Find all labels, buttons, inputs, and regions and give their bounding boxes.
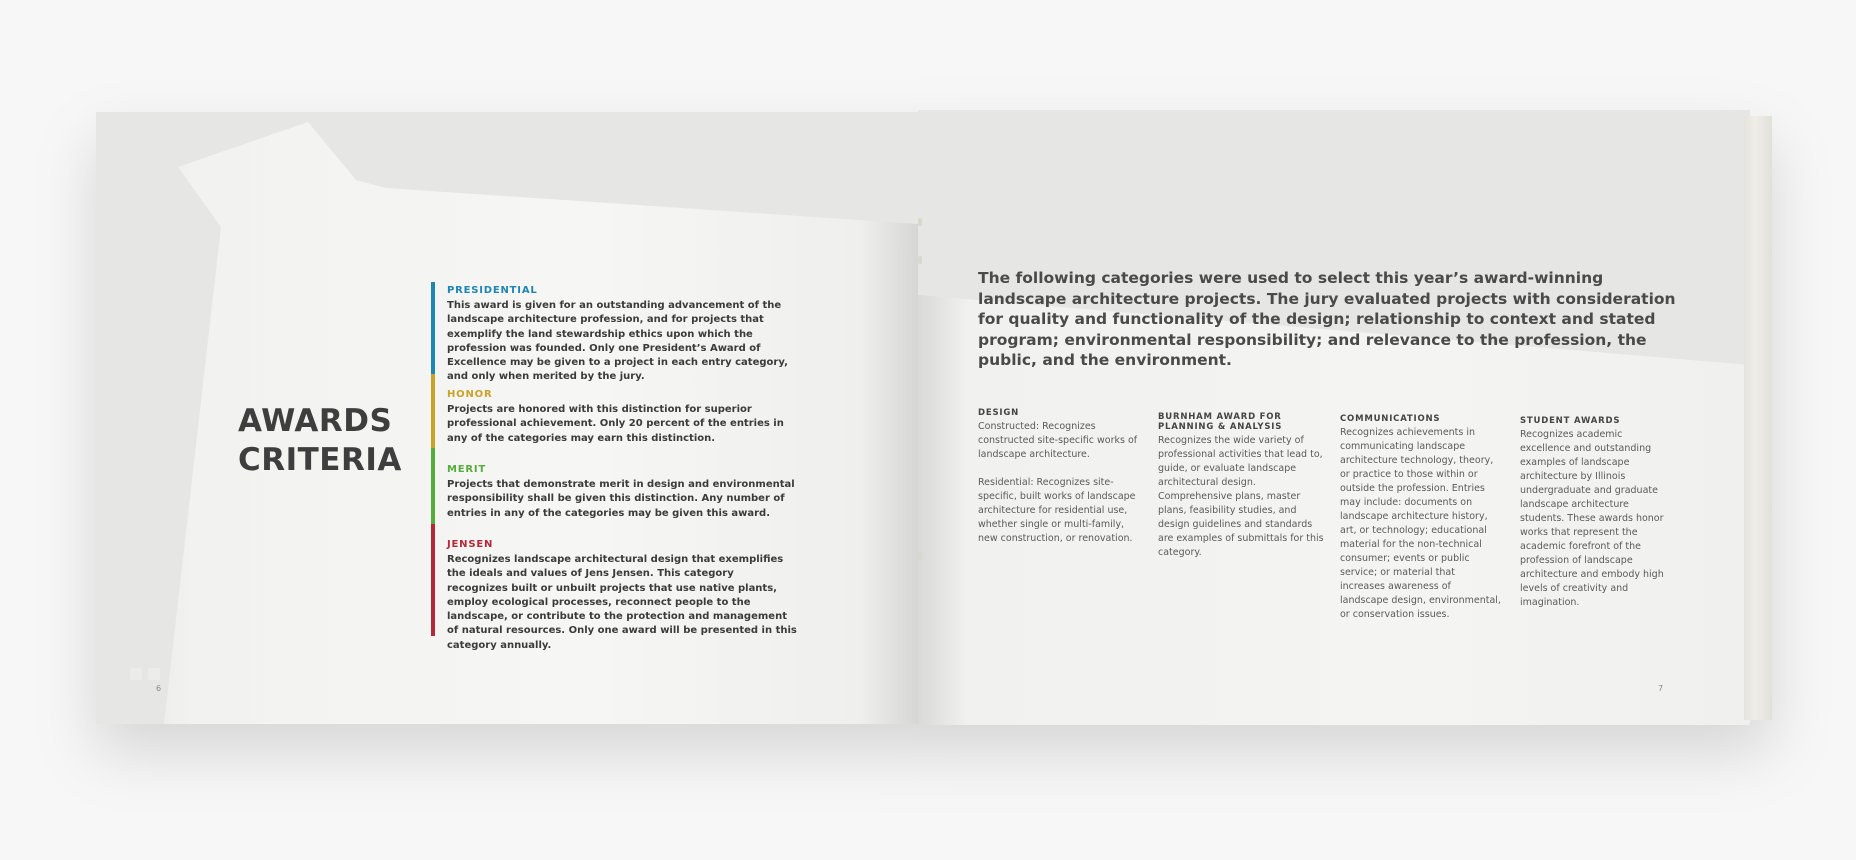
binding-hole: [918, 552, 922, 560]
title-line: CRITERIA: [238, 442, 402, 478]
category-jensen: [447, 539, 797, 653]
column-text: Recognizes academic excellence and outstanding examples of landscape architecture by Illinois undergraduate and graduate landscape architecture students. These awards honor works that represent the academic forefront of the profession of landscape architecture and embody high levels of creativity and imagination.: [1520, 429, 1664, 608]
binding-hole: [918, 256, 922, 264]
category-title: JENSEN: [447, 539, 494, 550]
student-awards-column: [1520, 416, 1664, 610]
corner-tile: [148, 668, 160, 680]
column-heading: BURNHAM AWARD FOR PLANNING & ANALYSIS: [1158, 412, 1283, 432]
corner-tile: [130, 668, 142, 680]
page-number: 6: [156, 684, 162, 693]
binding-hole: [918, 218, 922, 226]
page-number: 7: [1658, 684, 1664, 693]
column-text: Recognizes the wide variety of professional activities that lead to, guide, or evaluate landscape architectural design. Comprehensive plans, master plans, feasibility studies, and design guidelines and standards are examples of submittals for this category.: [1158, 435, 1324, 558]
page-title: [238, 402, 402, 480]
category-description: Projects are honored with this distinction for superior professional achievement. Only 20 percent of the entries in any of the categories may earn this distinction.: [447, 404, 784, 444]
communications-column: [1340, 414, 1502, 622]
jensen-bar: [431, 524, 435, 636]
column-text: Recognizes achievements in communicating landscape architecture technology, theory, or practice to those within or outside the profession. Entries may include: documents on landscape architecture history, art, or technology; educational material for the non-technical consumer; events or public service; or material that increases awareness of landscape design, environmental, or conservation issues.: [1340, 427, 1501, 620]
category-presidential: [447, 285, 797, 385]
category-description: This award is given for an outstanding advancement of the landscape architecture profession, and for projects that exemplify the land stewardship ethics upon which the profession was founded. Only one President’s Award of Excellence may be given to a project in each entry category, and only when merited by the jury.: [447, 300, 788, 383]
title-line: AWARDS: [238, 403, 393, 439]
column-heading: STUDENT AWARDS: [1520, 416, 1621, 426]
booklet-spread: [96, 110, 1776, 725]
category-title: MERIT: [447, 464, 487, 475]
category-description: Projects that demonstrate merit in design and environmental responsibility shall be given this distinction. Any number of entries in any of the categories may be given this award.: [447, 479, 795, 519]
column-heading: DESIGN: [978, 408, 1020, 418]
intro-paragraph: The following categories were used to select this year’s award-winning landscape architecture projects. The jury evaluated projects with consideration for quality and functionality of the design; relationship to context and stated program; environmental responsibility; and relevance to the profession, the public, and the environment.: [978, 269, 1676, 369]
category-color-bars: [431, 282, 435, 636]
column-heading: COMMUNICATIONS: [1340, 414, 1441, 424]
left-page: [96, 112, 918, 724]
merit-bar: [431, 448, 435, 524]
page-stack-edge: [1744, 116, 1772, 720]
category-title: PRESIDENTIAL: [447, 285, 538, 296]
column-text: Constructed: Recognizes constructed site-specific works of landscape architecture. Residential: Recognizes site-specific, built works of landscape architecture for residential use, whether single or multi-family, new construction, or renovation.: [978, 421, 1138, 544]
honor-bar: [431, 374, 435, 448]
category-description: Recognizes landscape architectural design that exemplifies the ideals and values of Jens Jensen. This category recognizes built or unbuilt projects that use native plants, employ ecological processes, reconnect people to the landscape, or contribute to the protection and management of natural resources. Only one award will be presented in this category annually.: [447, 554, 797, 651]
design-column: [978, 408, 1138, 546]
category-honor: [447, 389, 797, 446]
category-merit: [447, 464, 797, 521]
presidential-bar: [431, 282, 435, 374]
burnham-column: [1158, 412, 1326, 560]
category-title: HONOR: [447, 389, 493, 400]
right-page: [918, 110, 1750, 725]
